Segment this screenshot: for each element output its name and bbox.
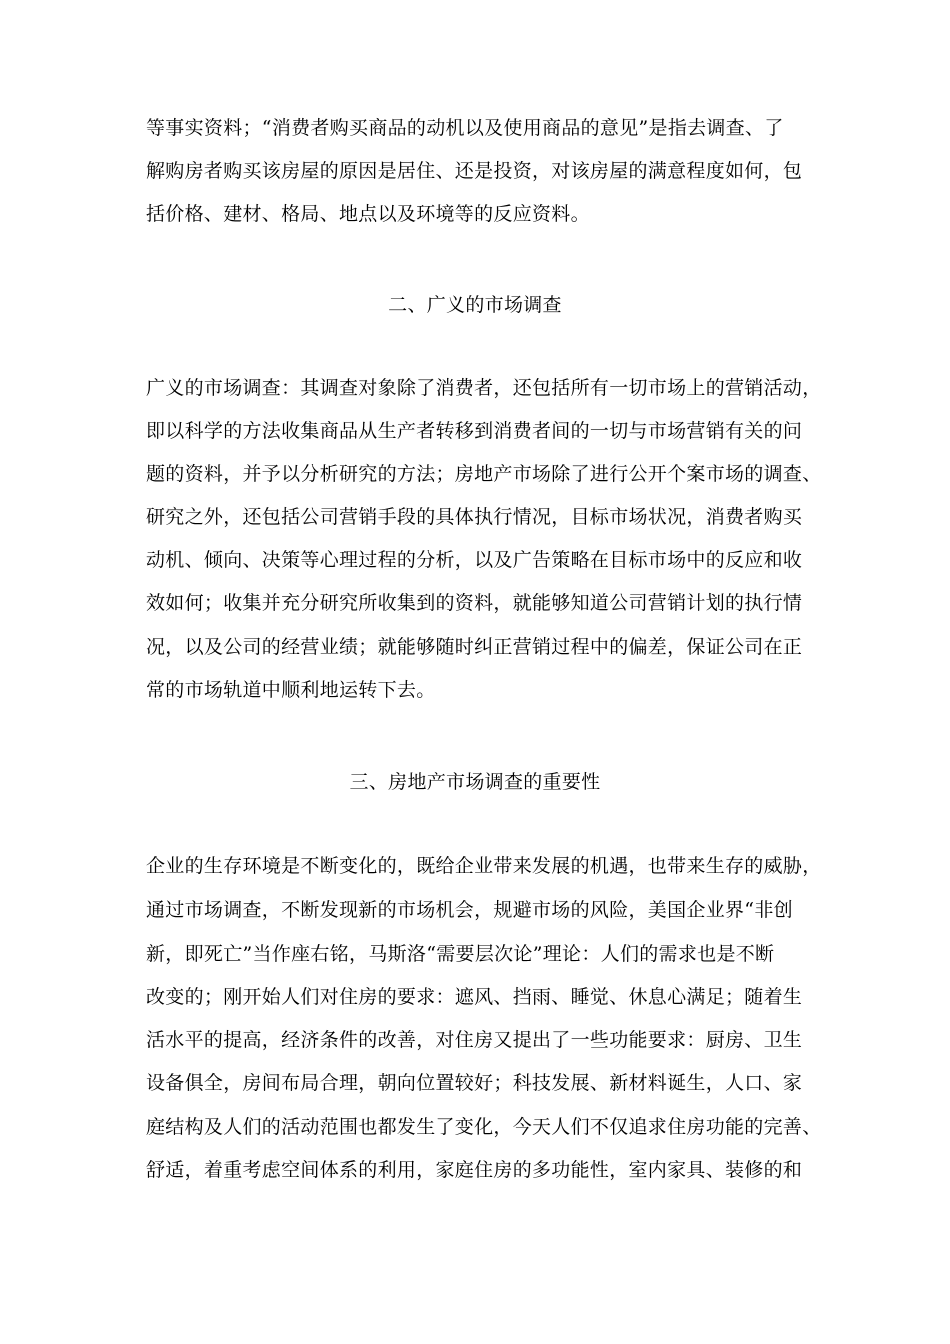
paragraph-line: 常的市场轨道中顺利地运转下去。 [146, 679, 436, 701]
paragraph-line: 舒适，着重考虑空间体系的利用，家庭住房的多功能性，室内家具、装修的和 [146, 1159, 803, 1181]
section-heading-3: 三、房地产市场调查的重要性 [349, 771, 601, 793]
paragraph-line: 效如何；收集并充分研究所收集到的资料，就能够知道公司营销计划的执行情 [146, 592, 803, 614]
paragraph-line: 新，即死亡”当作座右铭，马斯洛“需要层次论”理论：人们的需求也是不断 [146, 943, 775, 965]
paragraph-line: 等事实资料；“消费者购买商品的动机以及使用商品的意见”是指去调查、了 [146, 117, 784, 139]
paragraph-line: 研究之外，还包括公司营销手段的具体执行情况，目标市场状况，消费者购买 [146, 506, 803, 528]
paragraph-line: 动机、倾向、决策等心理过程的分析，以及广告策略在目标市场中的反应和收 [146, 549, 803, 571]
paragraph-line: 改变的；刚开始人们对住房的要求：遮风、挡雨、睡觉、休息心满足；随着生 [146, 986, 803, 1008]
paragraph-line: 解购房者购买该房屋的原因是居住、还是投资，对该房屋的满意程度如何，包 [146, 160, 803, 182]
paragraph-line: 题的资料，并予以分析研究的方法；房地产市场除了进行公开个案市场的调查、 [146, 463, 822, 485]
paragraph-line: 庭结构及人们的活动范围也都发生了变化，今天人们不仅追求住房功能的完善、 [146, 1116, 822, 1138]
paragraph-line: 括价格、建材、格局、地点以及环境等的反应资料。 [146, 203, 590, 225]
section-heading-2: 二、广义的市场调查 [388, 294, 562, 316]
paragraph-line: 活水平的提高，经济条件的改善，对住房又提出了一些功能要求：厨房、卫生 [146, 1029, 803, 1051]
paragraph-line: 通过市场调查，不断发现新的市场机会，规避市场的风险，美国企业界“非创 [146, 899, 793, 921]
paragraph-line: 企业的生存环境是不断变化的，既给企业带来发展的机遇，也带来生存的威胁， [146, 855, 822, 877]
paragraph-line: 设备俱全，房间布局合理，朝向位置较好；科技发展、新材料诞生，人口、家 [146, 1072, 803, 1094]
paragraph-line: 即以科学的方法收集商品从生产者转移到消费者间的一切与市场营销有关的问 [146, 420, 803, 442]
paragraph-line: 况，以及公司的经营业绩；就能够随时纠正营销过程中的偏差，保证公司在正 [146, 636, 803, 658]
paragraph-line: 广义的市场调查：其调查对象除了消费者，还包括所有一切市场上的营销活动， [146, 377, 822, 399]
